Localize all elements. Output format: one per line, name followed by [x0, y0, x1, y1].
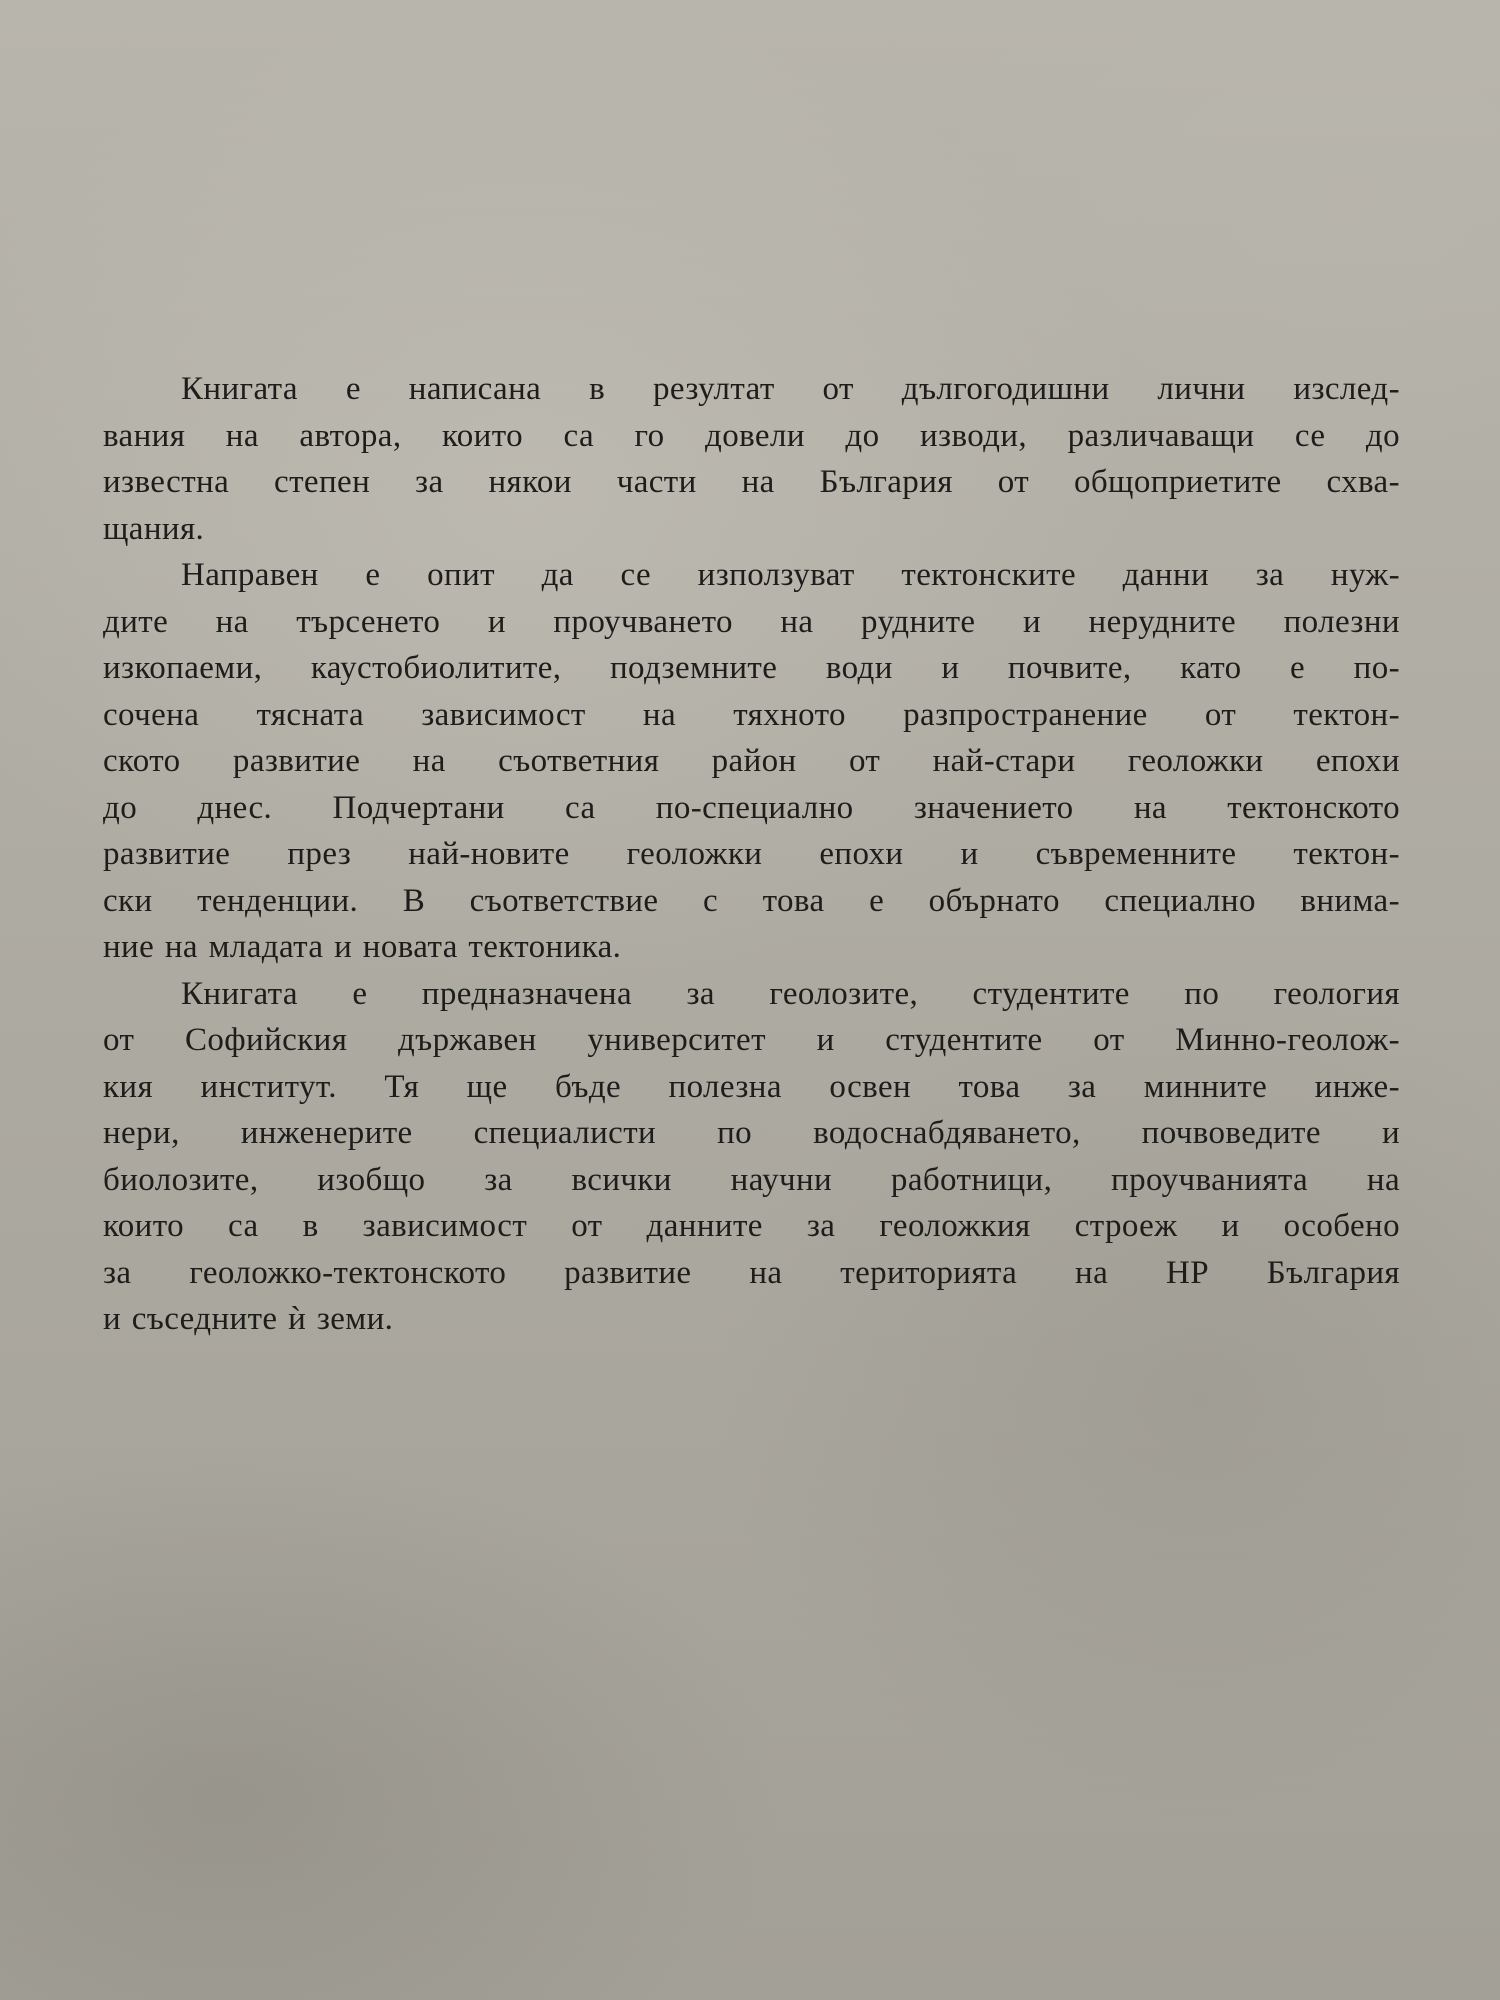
paragraph-line: ски тенденции. В съответствие с това е обърнато специално внима- — [103, 882, 1400, 919]
paragraph-line: ние на младата и новата тектоника. — [103, 929, 622, 965]
paragraph-line: ското развитие на съответния район от най-стари геоложки епохи — [103, 743, 1400, 779]
paragraph-line: Книгата е предназначена за геолозите, студентите по геология — [181, 975, 1400, 1012]
paragraph-line: нери, инженерите специалисти по водоснабдяването, почвоведите и — [103, 1115, 1400, 1151]
paragraph-line: вания на автора, които са го довели до изводи, различаващи се до — [103, 417, 1400, 454]
paragraph-line: биолозите, изобщо за всички научни работници, проучванията на — [103, 1161, 1400, 1198]
paragraph-line: и съседните ѝ земи. — [103, 1301, 394, 1337]
paragraph-3 — [103, 971, 1400, 1343]
paragraph-line: щания. — [103, 510, 205, 547]
paragraph-line: до днес. Подчертани са по-специално значението на тектонското — [103, 789, 1400, 826]
paragraph-1 — [103, 366, 1400, 552]
paragraph-line: дите на търсенето и проучването на рудните и нерудните полезни — [103, 603, 1400, 640]
paragraph-line: известна степен за някои части на България от общоприетите схва- — [103, 464, 1400, 500]
paragraph-2 — [103, 552, 1400, 971]
paragraph-line: кия институт. Тя ще бъде полезна освен това за минните инже- — [103, 1068, 1400, 1105]
paragraph-line: Книгата е написана в резултат от дългогодишни лични изслед- — [181, 371, 1400, 407]
paragraph-line: сочена тясната зависимост на тяхното разпространение от тектон- — [103, 696, 1400, 733]
paragraph-line: от Софийския държавен университет и студентите от Минно-геолож- — [103, 1022, 1400, 1058]
paragraph-line: Направен е опит да се използуват тектонските данни за нуж- — [181, 557, 1400, 593]
paragraph-line: изкопаеми, каустобиолитите, подземните води и почвите, като е по- — [103, 650, 1400, 686]
paragraph-line: които са в зависимост от данните за геоложкия строеж и особено — [103, 1208, 1400, 1244]
paragraph-line: развитие през най-новите геоложки епохи и съвременните тектон- — [103, 836, 1400, 872]
preface-text — [103, 366, 1400, 1343]
paragraph-line: за геоложко-тектонското развитие на територията на НР България — [103, 1254, 1400, 1291]
